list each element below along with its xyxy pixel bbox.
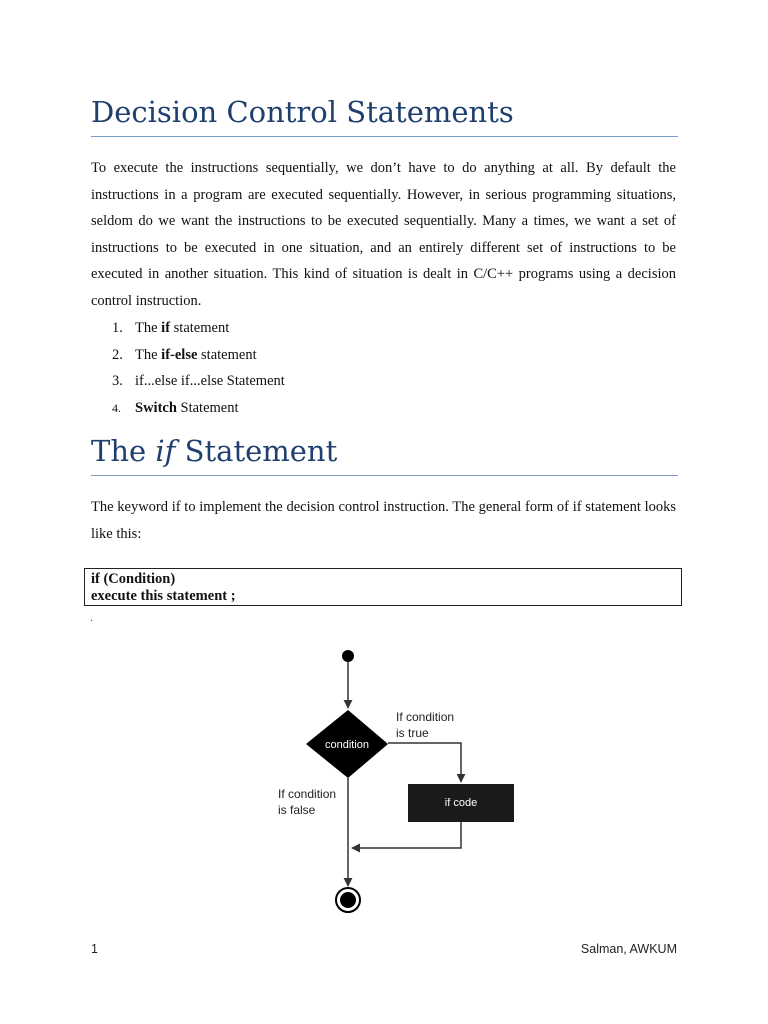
start-node bbox=[342, 650, 354, 662]
code-line: execute this statement ; bbox=[91, 588, 236, 604]
if-code-label: if code bbox=[444, 797, 478, 809]
true-label-2: is true bbox=[396, 726, 429, 740]
list-item: 1. The if statement bbox=[112, 320, 230, 336]
flow-line-merge bbox=[352, 822, 461, 848]
list-item: 2. The if-else statement bbox=[112, 346, 257, 363]
if-flowchart bbox=[270, 640, 530, 920]
stray-dot: . bbox=[90, 610, 93, 624]
flow-line-true bbox=[388, 743, 461, 782]
code-line: if (Condition) bbox=[91, 571, 176, 587]
if-paragraph: The keyword if to implement the decision control instruction. The general form of if statement looks like this: bbox=[91, 499, 676, 542]
condition-label: condition bbox=[324, 739, 370, 751]
true-label-1: If condition bbox=[396, 710, 455, 724]
false-label-1: If condition bbox=[278, 787, 337, 801]
end-node-inner bbox=[340, 892, 356, 908]
list-item: 4. Switch Statement bbox=[112, 399, 239, 416]
statement-list bbox=[112, 315, 285, 421]
intro-paragraph: To execute the instructions sequentially, we don’t have to do anything at all. By default the instructions in a program are executed sequentially. However, in serious programming situations, seldom do we want the instructions to be executed sequentially. Many a times, we want a set of instructions to be executed in one situation, and an entirely different set of instructions to be executed in another situation. This kind of situation is dealt in C/C++ programs using a decision control instruction. bbox=[91, 160, 676, 309]
list-item: 3. if...else if...else Statement bbox=[112, 373, 285, 390]
footer-author: Salman, AWKUM bbox=[580, 942, 677, 956]
heading-decision-control: Decision Control Statements bbox=[91, 94, 678, 137]
code-block bbox=[84, 568, 682, 606]
page-number: 1 bbox=[91, 942, 98, 956]
false-label-2: is false bbox=[278, 803, 316, 817]
heading-if-statement: The if Statement bbox=[91, 433, 678, 476]
